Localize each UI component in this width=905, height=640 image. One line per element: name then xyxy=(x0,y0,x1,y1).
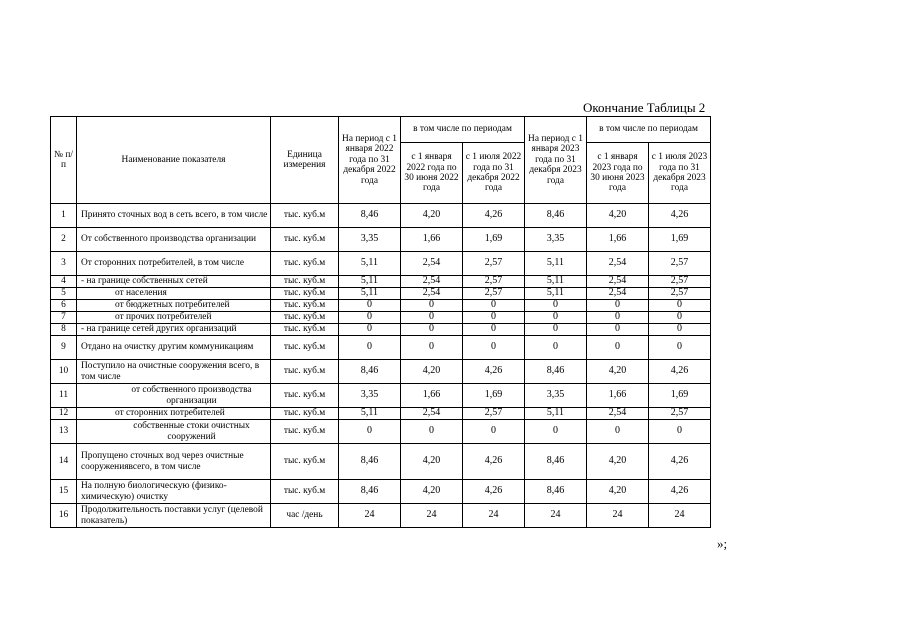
row-number: 3 xyxy=(51,252,77,276)
row-value: 0 xyxy=(587,336,649,360)
row-value: 8,46 xyxy=(525,360,587,384)
row-value: 8,46 xyxy=(525,480,587,504)
row-unit: тыс. куб.м xyxy=(271,420,339,444)
header-name: Наименование показателя xyxy=(77,117,271,204)
row-name: собственные стоки очистных сооружений xyxy=(77,420,271,444)
row-value: 24 xyxy=(463,504,525,528)
row-value: 0 xyxy=(525,300,587,312)
row-value: 4,26 xyxy=(649,480,711,504)
row-unit: тыс. куб.м xyxy=(271,312,339,324)
row-value: 5,11 xyxy=(525,408,587,420)
table-row xyxy=(51,408,711,420)
row-value: 4,20 xyxy=(587,360,649,384)
row-value: 5,11 xyxy=(339,288,401,300)
header-period-2023: На период с 1 января 2023 года по 31 декабря 2023 года xyxy=(525,117,587,204)
row-value: 8,46 xyxy=(339,204,401,228)
row-value: 2,54 xyxy=(401,276,463,288)
row-name: На полную биологическую (физико-химическую) очистку xyxy=(77,480,271,504)
row-value: 4,26 xyxy=(649,360,711,384)
row-value: 2,57 xyxy=(649,276,711,288)
row-unit: час /день xyxy=(271,504,339,528)
row-value: 2,57 xyxy=(649,252,711,276)
header-h2-2022: с 1 июля 2022 года по 31 декабря 2022 года xyxy=(463,143,525,204)
row-value: 2,54 xyxy=(401,288,463,300)
closing-quote: »; xyxy=(717,536,728,551)
row-number: 11 xyxy=(51,384,77,408)
row-name: от собственного производства организации xyxy=(77,384,271,408)
row-value: 4,20 xyxy=(401,360,463,384)
row-value: 4,26 xyxy=(463,360,525,384)
row-value: 0 xyxy=(339,312,401,324)
header-h1-2023: с 1 января 2023 года по 30 июня 2023 года xyxy=(587,143,649,204)
row-value: 4,26 xyxy=(649,444,711,480)
row-value: 4,20 xyxy=(587,480,649,504)
table-row xyxy=(51,204,711,228)
row-value: 2,57 xyxy=(649,288,711,300)
header-num: № п/п xyxy=(51,117,77,204)
row-unit: тыс. куб.м xyxy=(271,228,339,252)
row-name: - на границе собственных сетей xyxy=(77,276,271,288)
row-unit: тыс. куб.м xyxy=(271,360,339,384)
table-row xyxy=(51,420,711,444)
row-value: 4,26 xyxy=(463,444,525,480)
table-row xyxy=(51,504,711,528)
row-value: 0 xyxy=(339,300,401,312)
row-value: 1,69 xyxy=(649,228,711,252)
row-unit: тыс. куб.м xyxy=(271,252,339,276)
row-name: От собственного производства организации xyxy=(77,228,271,252)
header-including-2023: в том числе по периодам xyxy=(587,117,711,143)
row-name: от сторонних потребителей xyxy=(77,408,271,420)
row-value: 24 xyxy=(649,504,711,528)
row-value: 1,66 xyxy=(587,228,649,252)
row-value: 0 xyxy=(649,300,711,312)
row-value: 2,54 xyxy=(587,276,649,288)
row-value: 2,57 xyxy=(463,288,525,300)
row-value: 0 xyxy=(587,420,649,444)
table-row xyxy=(51,444,711,480)
row-value: 8,46 xyxy=(339,444,401,480)
row-value: 0 xyxy=(587,312,649,324)
table-row xyxy=(51,228,711,252)
header-h2-2023: с 1 июля 2023 года по 31 декабря 2023 года xyxy=(649,143,711,204)
row-value: 8,46 xyxy=(525,444,587,480)
row-value: 2,57 xyxy=(463,408,525,420)
row-value: 4,20 xyxy=(401,204,463,228)
row-value: 2,54 xyxy=(587,252,649,276)
row-name: - на границе сетей других организаций xyxy=(77,324,271,336)
table-row xyxy=(51,288,711,300)
table-row xyxy=(51,300,711,312)
row-unit: тыс. куб.м xyxy=(271,384,339,408)
table-row xyxy=(51,312,711,324)
row-value: 5,11 xyxy=(525,252,587,276)
row-number: 10 xyxy=(51,360,77,384)
row-value: 0 xyxy=(339,336,401,360)
table-row xyxy=(51,360,711,384)
row-number: 5 xyxy=(51,288,77,300)
row-value: 8,46 xyxy=(339,360,401,384)
row-name: от населения xyxy=(77,288,271,300)
row-value: 0 xyxy=(463,324,525,336)
row-value: 0 xyxy=(649,312,711,324)
row-value: 2,57 xyxy=(463,252,525,276)
row-unit: тыс. куб.м xyxy=(271,276,339,288)
row-value: 0 xyxy=(649,420,711,444)
row-value: 0 xyxy=(463,420,525,444)
row-value: 0 xyxy=(401,300,463,312)
row-number: 7 xyxy=(51,312,77,324)
row-value: 8,46 xyxy=(339,480,401,504)
row-unit: тыс. куб.м xyxy=(271,288,339,300)
row-number: 8 xyxy=(51,324,77,336)
table-row xyxy=(51,276,711,288)
row-value: 0 xyxy=(463,336,525,360)
row-unit: тыс. куб.м xyxy=(271,336,339,360)
row-value: 1,66 xyxy=(587,384,649,408)
row-value: 0 xyxy=(401,336,463,360)
row-value: 24 xyxy=(339,504,401,528)
row-value: 0 xyxy=(587,300,649,312)
row-value: 0 xyxy=(401,420,463,444)
row-value: 2,57 xyxy=(649,408,711,420)
row-value: 2,54 xyxy=(401,408,463,420)
row-unit: тыс. куб.м xyxy=(271,324,339,336)
row-number: 1 xyxy=(51,204,77,228)
row-name: от бюджетных потребителей xyxy=(77,300,271,312)
row-value: 4,26 xyxy=(649,204,711,228)
row-value: 24 xyxy=(525,504,587,528)
row-value: 4,20 xyxy=(401,444,463,480)
row-value: 5,11 xyxy=(339,252,401,276)
row-value: 24 xyxy=(587,504,649,528)
row-number: 13 xyxy=(51,420,77,444)
row-number: 4 xyxy=(51,276,77,288)
row-value: 0 xyxy=(525,336,587,360)
row-value: 0 xyxy=(525,312,587,324)
row-value: 0 xyxy=(463,300,525,312)
row-value: 0 xyxy=(649,324,711,336)
row-value: 0 xyxy=(649,336,711,360)
row-value: 2,54 xyxy=(587,288,649,300)
header-period-2022: На период с 1 января 2022 года по 31 декабря 2022 года xyxy=(339,117,401,204)
row-value: 2,54 xyxy=(587,408,649,420)
row-unit: тыс. куб.м xyxy=(271,204,339,228)
row-value: 24 xyxy=(401,504,463,528)
row-value: 2,54 xyxy=(401,252,463,276)
row-value: 1,69 xyxy=(463,228,525,252)
table-row xyxy=(51,336,711,360)
row-value: 1,66 xyxy=(401,384,463,408)
row-value: 5,11 xyxy=(525,276,587,288)
row-value: 3,35 xyxy=(525,384,587,408)
table-row xyxy=(51,252,711,276)
row-value: 0 xyxy=(525,420,587,444)
row-value: 5,11 xyxy=(525,288,587,300)
row-value: 3,35 xyxy=(339,384,401,408)
table-caption: Окончание Таблицы 2 xyxy=(583,100,706,115)
row-name: От сторонних потребителей, в том числе xyxy=(77,252,271,276)
row-value: 4,20 xyxy=(587,444,649,480)
row-value: 0 xyxy=(463,312,525,324)
data-table xyxy=(50,116,711,528)
row-number: 12 xyxy=(51,408,77,420)
row-value: 0 xyxy=(401,324,463,336)
row-value: 0 xyxy=(339,420,401,444)
row-number: 14 xyxy=(51,444,77,480)
row-unit: тыс. куб.м xyxy=(271,408,339,420)
row-number: 9 xyxy=(51,336,77,360)
row-name: Принято сточных вод в сеть всего, в том числе xyxy=(77,204,271,228)
row-value: 0 xyxy=(401,312,463,324)
row-value: 5,11 xyxy=(339,408,401,420)
row-value: 0 xyxy=(339,324,401,336)
row-value: 1,69 xyxy=(649,384,711,408)
row-value: 3,35 xyxy=(339,228,401,252)
table-row xyxy=(51,324,711,336)
row-value: 8,46 xyxy=(525,204,587,228)
row-value: 4,20 xyxy=(401,480,463,504)
table-row xyxy=(51,384,711,408)
header-h1-2022: с 1 января 2022 года по 30 июня 2022 года xyxy=(401,143,463,204)
row-number: 6 xyxy=(51,300,77,312)
row-number: 16 xyxy=(51,504,77,528)
row-name: от прочих потребителей xyxy=(77,312,271,324)
row-value: 4,26 xyxy=(463,204,525,228)
row-unit: тыс. куб.м xyxy=(271,444,339,480)
row-value: 5,11 xyxy=(339,276,401,288)
header-including-2022: в том числе по периодам xyxy=(401,117,525,143)
row-unit: тыс. куб.м xyxy=(271,300,339,312)
row-name: Пропущено сточных вод через очистные сооружениявсего, в том числе xyxy=(77,444,271,480)
row-value: 3,35 xyxy=(525,228,587,252)
row-name: Продолжительность поставки услуг (целевой показатель) xyxy=(77,504,271,528)
row-name: Отдано на очистку другим коммуникациям xyxy=(77,336,271,360)
table-row xyxy=(51,480,711,504)
header-unit: Единица измерения xyxy=(271,117,339,204)
row-value: 0 xyxy=(587,324,649,336)
row-value: 2,57 xyxy=(463,276,525,288)
row-unit: тыс. куб.м xyxy=(271,480,339,504)
row-number: 15 xyxy=(51,480,77,504)
row-value: 0 xyxy=(525,324,587,336)
row-name: Поступило на очистные сооружения всего, в том числе xyxy=(77,360,271,384)
row-value: 1,66 xyxy=(401,228,463,252)
row-value: 4,20 xyxy=(587,204,649,228)
row-number: 2 xyxy=(51,228,77,252)
table-body xyxy=(51,204,711,528)
row-value: 1,69 xyxy=(463,384,525,408)
row-value: 4,26 xyxy=(463,480,525,504)
